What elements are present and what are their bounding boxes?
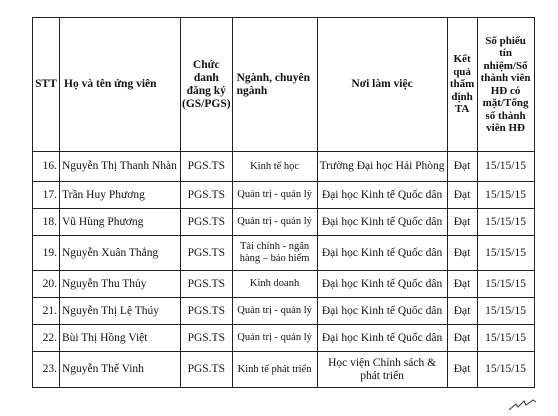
cell-workplace: Đại học Kinh tế Quốc dân [317, 236, 447, 271]
cell-result: Đạt [447, 152, 477, 182]
table-row [33, 325, 535, 352]
cell-title: PGS.TS [181, 271, 233, 298]
table-row [33, 182, 535, 209]
cell-votes: 15/15/15 [477, 298, 534, 325]
cell-stt: 17. [33, 182, 60, 209]
cell-stt: 22. [33, 325, 60, 352]
signature-scribble-icon [508, 398, 538, 412]
cell-workplace: Đại học Kinh tế Quốc dân [317, 271, 447, 298]
cell-title: PGS.TS [181, 325, 233, 352]
cell-title: PGS.TS [181, 352, 233, 388]
cell-stt: 16. [33, 152, 60, 182]
cell-votes: 15/15/15 [477, 182, 534, 209]
cell-name: Bùi Thị Hồng Việt [60, 325, 181, 352]
cell-votes: 15/15/15 [477, 152, 534, 182]
header-stt: STT [33, 18, 60, 152]
cell-votes: 15/15/15 [477, 352, 534, 388]
cell-name: Trần Huy Phương [60, 182, 181, 209]
table-row [33, 209, 535, 236]
cell-title: PGS.TS [181, 182, 233, 209]
cell-field: Quản trị - quản lý [232, 182, 317, 209]
cell-title: PGS.TS [181, 236, 233, 271]
cell-title: PGS.TS [181, 152, 233, 182]
cell-result: Đạt [447, 236, 477, 271]
cell-title: PGS.TS [181, 298, 233, 325]
cell-field: Kinh doanh [232, 271, 317, 298]
cell-result: Đạt [447, 182, 477, 209]
cell-stt: 18. [33, 209, 60, 236]
header-title: Chức danh đăng ký (GS/PGS) [181, 18, 233, 152]
cell-field: Quản trị - quản lý [232, 325, 317, 352]
table-row [33, 298, 535, 325]
header-field: Ngành, chuyên ngành [232, 18, 317, 152]
header-votes: Số phiếu tín nhiệm/Số thành viên HĐ có mặt/Tổng số thành viên HĐ [477, 18, 534, 152]
table-row [33, 271, 535, 298]
cell-name: Nguyễn Thị Lệ Thúy [60, 298, 181, 325]
cell-name: Nguyễn Xuân Thắng [60, 236, 181, 271]
cell-stt: 19. [33, 236, 60, 271]
cell-field: Kinh tế phát triển [232, 352, 317, 388]
cell-workplace: Trường Đại học Hải Phòng [317, 152, 447, 182]
table-row [33, 236, 535, 271]
cell-stt: 23. [33, 352, 60, 388]
cell-workplace: Học viện Chính sách & phát triển [317, 352, 447, 388]
cell-workplace: Đại học Kinh tế Quốc dân [317, 209, 447, 236]
cell-field: Tài chính - ngân hàng – bảo hiểm [232, 236, 317, 271]
cell-votes: 15/15/15 [477, 236, 534, 271]
cell-name: Vũ Hùng Phương [60, 209, 181, 236]
cell-field: Kinh tế học [232, 152, 317, 182]
cell-votes: 15/15/15 [477, 325, 534, 352]
cell-votes: 15/15/15 [477, 271, 534, 298]
cell-workplace: Đại học Kinh tế Quốc dân [317, 298, 447, 325]
header-workplace: Nơi làm việc [317, 18, 447, 152]
table-row [33, 352, 535, 388]
cell-name: Nguyễn Thế Vinh [60, 352, 181, 388]
cell-result: Đạt [447, 298, 477, 325]
cell-votes: 15/15/15 [477, 209, 534, 236]
cell-stt: 20. [33, 271, 60, 298]
table-header-row [33, 18, 535, 152]
table-row [33, 152, 535, 182]
cell-result: Đạt [447, 209, 477, 236]
cell-field: Quản trị - quản lý [232, 298, 317, 325]
cell-field: Quản trị - quản lý [232, 209, 317, 236]
cell-result: Đạt [447, 271, 477, 298]
cell-workplace: Đại học Kinh tế Quốc dân [317, 325, 447, 352]
cell-name: Nguyễn Thị Thanh Nhàn [60, 152, 181, 182]
cell-name: Nguyễn Thu Thủy [60, 271, 181, 298]
cell-title: PGS.TS [181, 209, 233, 236]
cell-result: Đạt [447, 352, 477, 388]
cell-workplace: Đại học Kinh tế Quốc dân [317, 182, 447, 209]
header-result: Kết quả thẩm định TA [447, 18, 477, 152]
candidate-table [32, 17, 535, 388]
header-name: Họ và tên ứng viên [60, 18, 181, 152]
cell-result: Đạt [447, 325, 477, 352]
cell-stt: 21. [33, 298, 60, 325]
